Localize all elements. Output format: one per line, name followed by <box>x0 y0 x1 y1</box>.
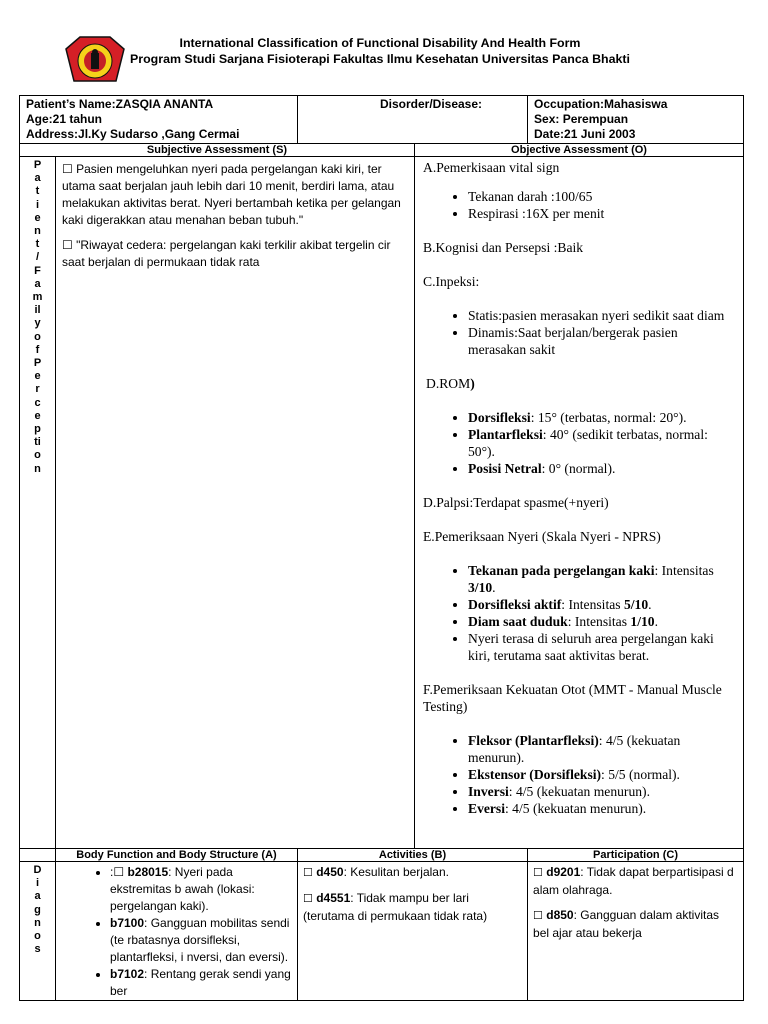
assessment-header-row <box>20 144 744 157</box>
vital-item: • Respirasi :16X per menit <box>468 205 735 222</box>
vital-item: • Tekanan darah :100/65 <box>468 188 735 205</box>
disorder-cell <box>298 96 528 144</box>
nyeri-item: • Dorsifleksi aktif: Intensitas 5/10. <box>468 596 735 613</box>
subjective-content <box>56 157 415 849</box>
icf-form-table <box>19 95 744 1001</box>
patient-perception-label: P a t i e n t / F a m il y o f P e r c e p ti o n <box>20 157 56 849</box>
participation-header: Participation (C) <box>528 849 744 862</box>
vital-sign-title: A.Pemerkisaan vital sign <box>423 160 560 175</box>
body-function-list <box>58 864 292 1000</box>
body-function-item: • b7102: Rentang gerak sendi yang ber <box>110 966 292 1000</box>
mmt-title: F.Pemeriksaan Kekuatan Otot (MMT - Manual Muscle Testing) <box>423 682 722 714</box>
vital-sign-list <box>423 188 735 222</box>
activity-item: ☐ d450: Kesulitan berjalan. <box>303 865 449 879</box>
body-function-item: • :☐ b28015: Nyeri pada ekstremitas b awah (lokasi: pergelangan kaki). <box>110 864 292 915</box>
activity-item: ☐ d4551: Tidak mampu ber lari (terutama di permukaan tidak rata) <box>303 891 488 923</box>
form-subtitle: Program Studi Sarjana Fisioterapi Fakultas Ilmu Kesehatan Universitas Panca Bhakti <box>130 52 630 66</box>
form-title: International Classification of Functional Disability And Health Form <box>179 36 581 50</box>
participation-item: ☐ d850: Gangguan dalam aktivitas bel ajar atau bekerja <box>533 908 720 940</box>
activities-header: Activities (B) <box>298 849 528 862</box>
assessment-body-row <box>20 157 744 849</box>
kognisi-text: B.Kognisi dan Persepsi :Baik <box>423 240 584 255</box>
objective-content <box>415 157 744 849</box>
patient-address: Address:Jl.Ky Sudarso ,Gang Cermai <box>26 127 240 141</box>
rom-list <box>423 409 735 477</box>
rom-item: • Dorsifleksi: 15° (terbatas, normal: 20°). <box>468 409 735 426</box>
inpeksi-list <box>423 307 735 358</box>
patient-age: Age:21 tahun <box>26 112 103 126</box>
body-function-content <box>56 862 298 1001</box>
objective-header: Objective Assessment (O) <box>415 144 744 157</box>
patient-info-right <box>528 96 744 144</box>
nyeri-title: E.Pemeriksaan Nyeri (Skala Nyeri - NPRS) <box>423 529 661 544</box>
nyeri-item: • Tekanan pada pergelangan kaki: Intensitas 3/10. <box>468 562 735 596</box>
nyeri-note: • Nyeri terasa di seluruh area pergelangan kaki kiri, terutama saat aktivitas berat. <box>468 630 735 664</box>
mmt-item: • Fleksor (Plantarfleksi): 4/5 (kekuatan menurun). <box>468 732 735 766</box>
body-function-header: Body Function and Body Structure (A) <box>56 849 298 862</box>
mmt-list <box>423 732 735 817</box>
subjective-header: Subjective Assessment (S) <box>20 144 415 157</box>
disorder-label: Disorder/Disease: <box>379 97 483 111</box>
diagnosis-header-blank <box>20 849 56 862</box>
participation-content <box>528 862 744 1001</box>
patient-info-row <box>20 96 744 144</box>
patient-sex: Sex: Perempuan <box>534 112 629 126</box>
nyeri-list <box>423 562 735 664</box>
nyeri-item: • Diam saat duduk: Intensitas 1/10. <box>468 613 735 630</box>
patient-date: Date:21 Juni 2003 <box>534 127 636 141</box>
patient-occupation: Occupation:Mahasiswa <box>534 97 668 111</box>
inpeksi-title: C.Inpeksi: <box>423 274 480 289</box>
inpeksi-item: • Statis:pasien merasakan nyeri sedikit saat diam <box>468 307 735 324</box>
injury-history-text: ☐ "Riwayat cedera: pergelangan kaki terkilir akibat tergelin cir saat berjalan di permukaan tidak rata <box>62 238 391 269</box>
body-function-item: • b7100: Gangguan mobilitas sendi (te rbatasnya dorsifleksi, plantarfleksi, i nversi, dan eversi). <box>110 915 292 966</box>
rom-item: • Plantarfleksi: 40° (sedikit terbatas, normal: 50°). <box>468 426 735 460</box>
patient-info-left <box>20 96 298 144</box>
patient-name: Patient’s Name:ZASQIA ANANTA <box>26 97 214 111</box>
mmt-item: • Ekstensor (Dorsifleksi): 5/5 (normal). <box>468 766 735 783</box>
mmt-item: • Inversi: 4/5 (kekuatan menurun). <box>468 783 735 800</box>
rom-item: • Posisi Netral: 0° (normal). <box>468 460 735 477</box>
activities-content <box>298 862 528 1001</box>
diagnosis-side-label: D i a g n o s <box>20 862 56 1001</box>
mmt-item: • Eversi: 4/5 (kekuatan menurun). <box>468 800 735 817</box>
palpasi-text: D.Palpsi:Terdapat spasme(+nyeri) <box>423 495 609 510</box>
diagnosis-body-row <box>20 862 744 1001</box>
inpeksi-item: • Dinamis:Saat berjalan/bergerak pasien merasakan sakit <box>468 324 735 358</box>
rom-title: D.ROM) <box>426 376 475 391</box>
participation-item: ☐ d9201: Tidak dapat berpartisipasi d alam olahraga. <box>533 865 734 897</box>
diagnosis-header-row <box>20 849 744 862</box>
complaint-text: ☐ Pasien mengeluhkan nyeri pada pergelangan kaki kiri, ter utama saat berjalan jauh lebih dari 10 menit, berdiri lama, atau melakukan aktivitas berat. Nyeri bertambah ketika per gelangan kaki digerakkan atau menahan beban tubuh." <box>62 162 401 227</box>
